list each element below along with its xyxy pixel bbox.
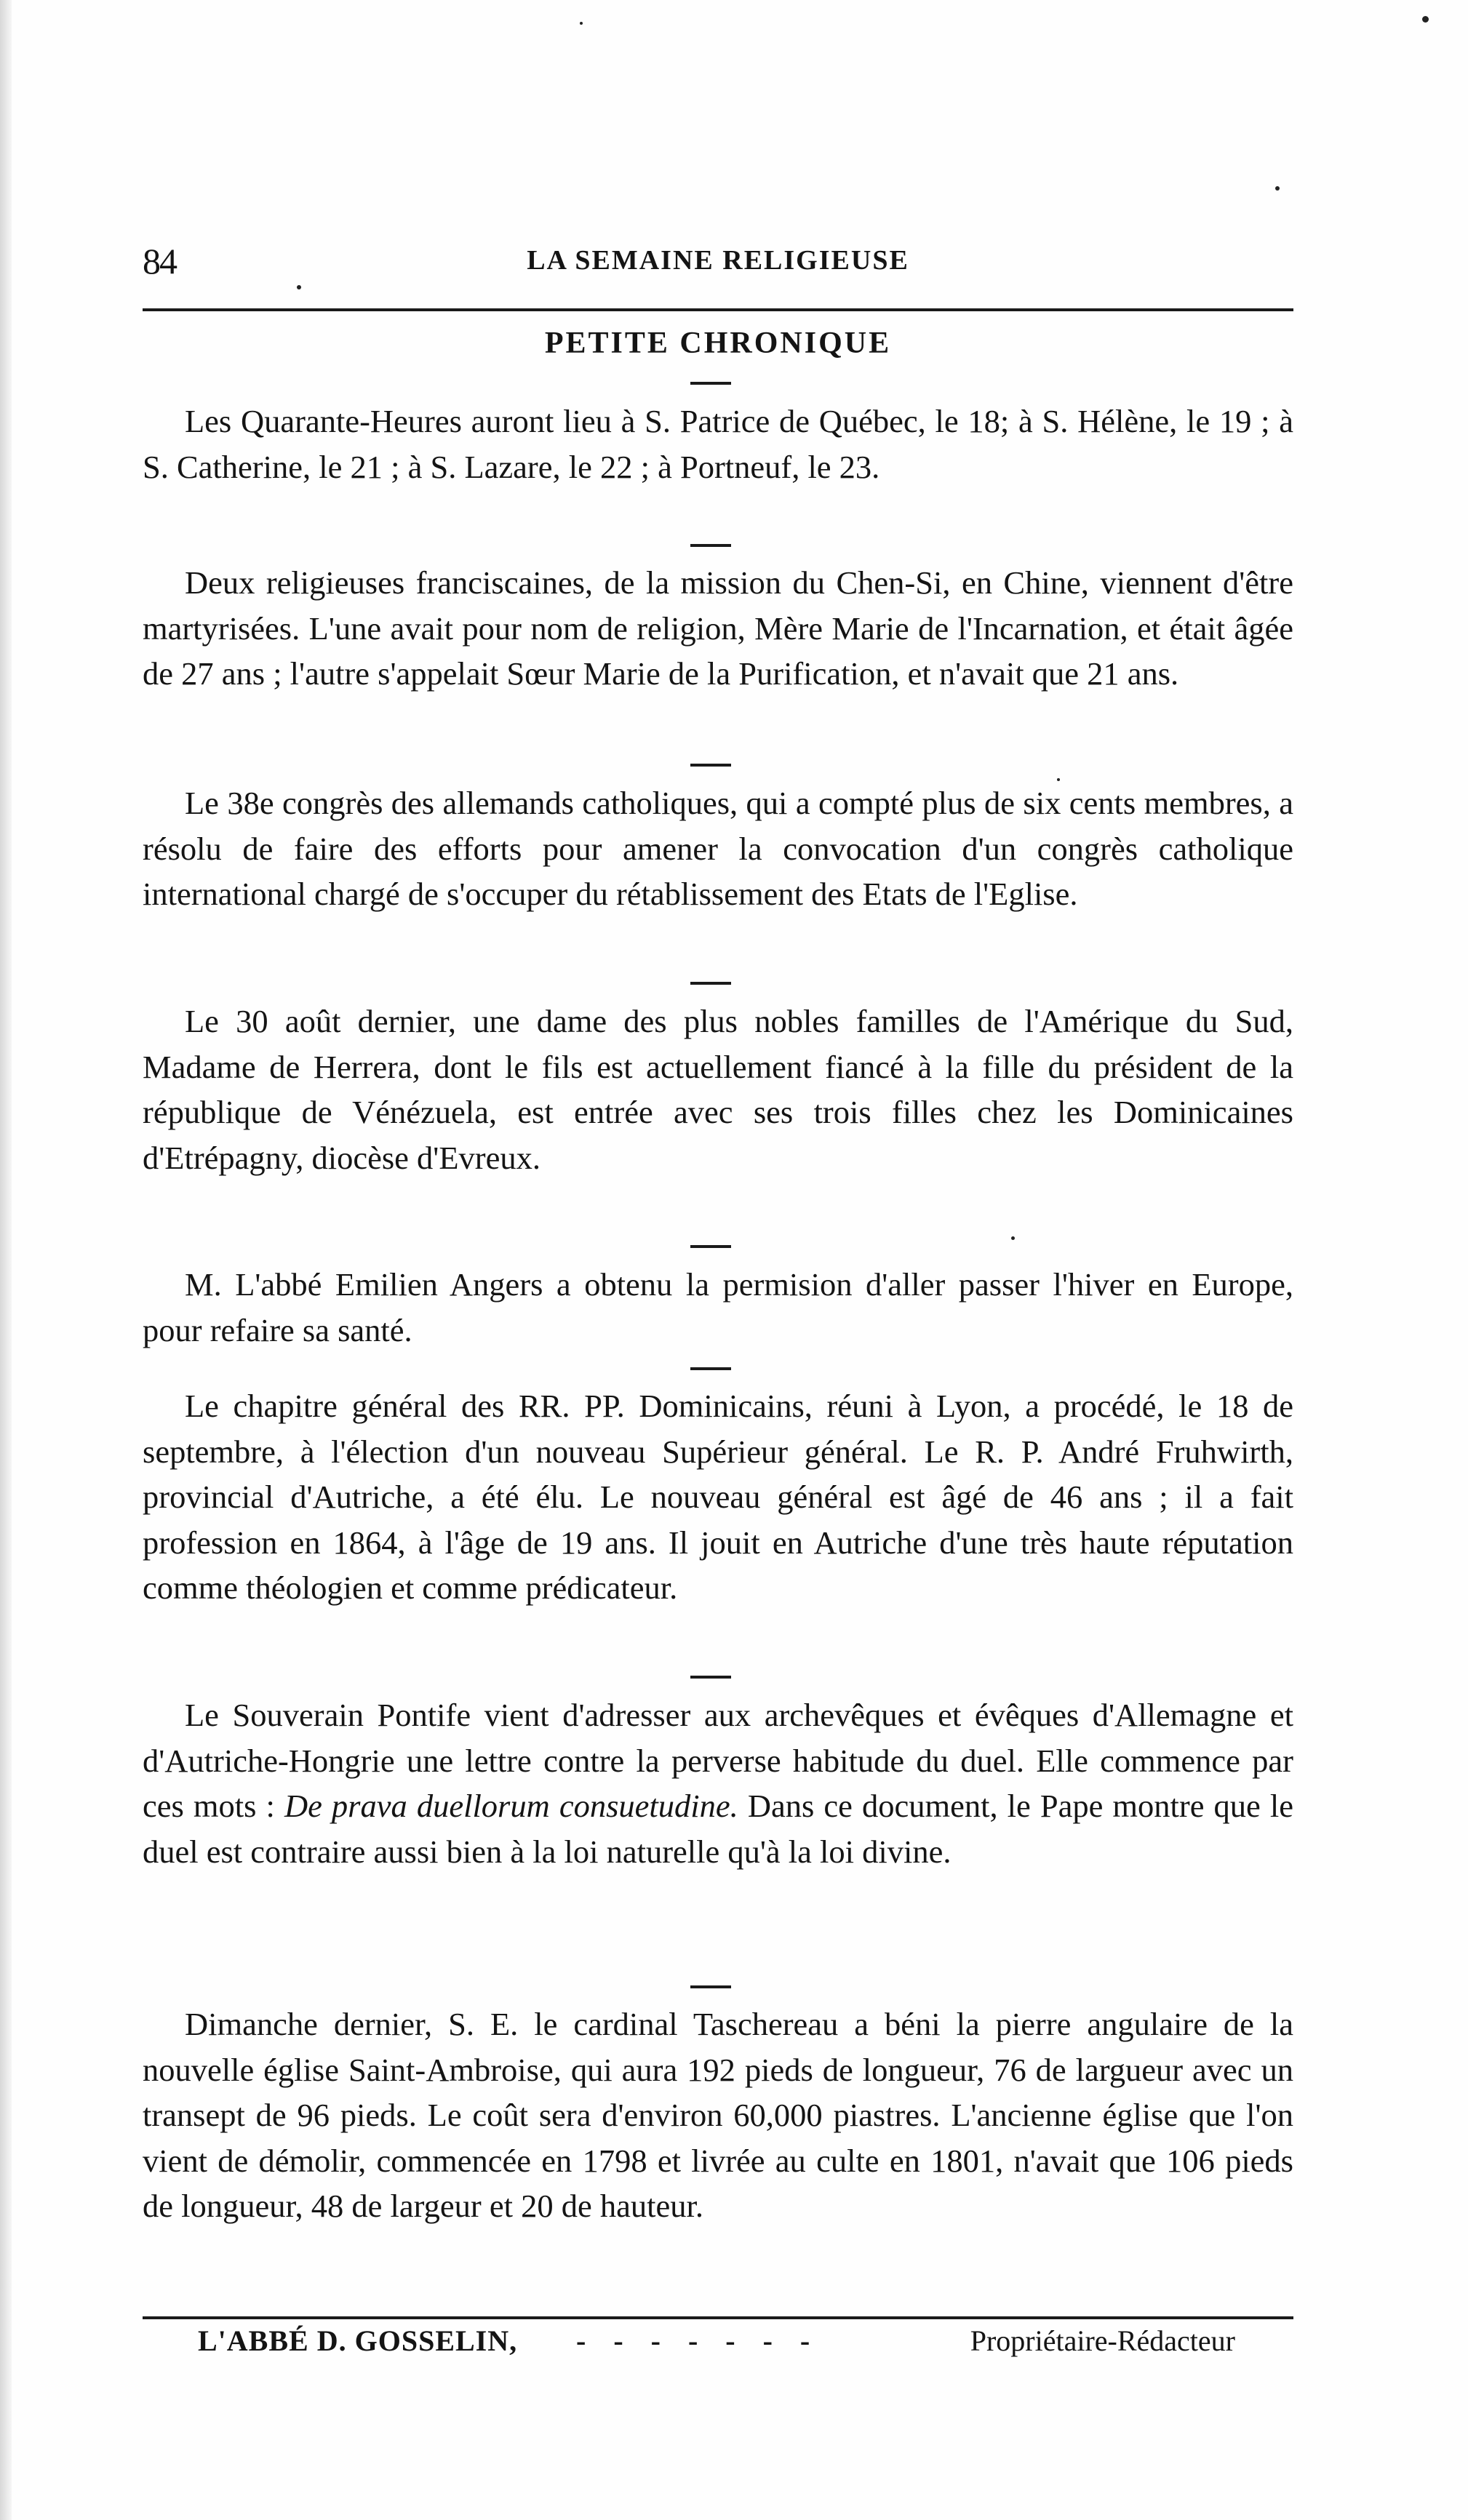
news-item-angers: M. L'abbé Emilien Angers a obtenu la permision d'aller passer l'hiver en Europe, pour refaire sa santé. <box>143 1266 1293 1348</box>
ink-speck <box>1422 16 1429 23</box>
section-title: PETITE CHRONIQUE <box>544 327 892 360</box>
footer-rule <box>143 2316 1293 2319</box>
leader-dots: - - - - - - - <box>576 2324 821 2357</box>
running-title: LA SEMAINE RELIGIEUSE <box>527 245 909 276</box>
ink-speck <box>580 22 583 25</box>
item-separator <box>690 982 731 985</box>
item-text: Dans ce document, le Pape montre que le duel est contraire aussi bien à la loi naturelle qu'à la loi divine. <box>143 1788 1294 1870</box>
item-separator <box>690 764 731 767</box>
header-rule <box>143 308 1293 311</box>
item-separator <box>690 544 731 547</box>
news-item-saint-ambroise: Dimanche dernier, S. E. le cardinal Taschereau a béni la pierre angulaire de la nouvelle église Saint-Ambroise, qui aura 192 pieds de longueur, 76 de largueur avec un transept de 96 pieds. Le coût sera d'environ 60,000 piastres. L'ancienne église que l'on vient de démolir, commencée en 1798 et livrée au culte en 1801, n'avait que 106 pieds de longueur, 48 de largeur et 20 de hauteur. <box>143 2006 1293 2224</box>
item-separator <box>690 1367 731 1370</box>
page-header <box>143 240 1293 287</box>
page-edge-shadow <box>0 0 12 2520</box>
item-text: Le Souverain Pontife vient d'adresser aux archevêques et évêques d'Allemagne et d'Autriche-Hongrie une lettre contre la perverse habitude du duel. Elle commence par ces mots : <box>143 1697 1293 1824</box>
news-item-souverain-pontife <box>143 1692 1293 1874</box>
ink-speck <box>1275 186 1280 191</box>
news-item-herrera: Le 30 août dernier, une dame des plus nobles familles de l'Amérique du Sud, Madame de Herrera, dont le fils est actuellement fiancé à la fille du président de la république de Vénézuela, est entrée avec ses trois filles chez les Dominicaines d'Etrépagny, diocèse d'Evreux. <box>143 1003 1293 1176</box>
publisher-name: L'ABBÉ D. GOSSELIN, <box>198 2324 518 2357</box>
item-separator <box>690 1985 731 1988</box>
item-separator <box>690 1245 731 1248</box>
ink-speck <box>1011 1236 1015 1240</box>
title-separator <box>690 382 731 385</box>
latin-title: De prava duellorum consuetudine. <box>284 1788 738 1824</box>
news-item-congres: Le 38e congrès des allemands catholiques, qui a compté plus de six cents membres, a résolu de faire des efforts pour amener la convocation d'un congrès catholique international chargé de s'occuper du rétablissement des Etats de l'Eglise. <box>143 785 1293 912</box>
news-item-religieuses: Deux religieuses franciscaines, de la mission du Chen-Si, en Chine, viennent d'être martyrisées. L'une avait pour nom de religion, Mère Marie de l'Incarnation, et était âgée de 27 ans ; l'autre s'appelait Sœur Marie de la Purification, et n'avait que 21 ans. <box>143 564 1293 692</box>
item-separator <box>690 1676 731 1679</box>
page-number: 84 <box>143 241 176 281</box>
publisher-role: Propriétaire-Rédacteur <box>970 2324 1235 2357</box>
footer-imprint <box>198 2324 1235 2367</box>
news-item-dominicains: Le chapitre général des RR. PP. Dominicains, réuni à Lyon, a procédé, le 18 de septembre, à l'élection d'un nouveau Supérieur général. Le R. P. André Fruhwirth, provincial d'Autriche, a été élu. Le nouveau général est âgé de 46 ans ; il a fait profession en 1864, à l'âge de 19 ans. Il jouit en Autriche d'une très haute réputation comme théologien et comme prédicateur. <box>143 1388 1293 1606</box>
news-item-quarante-heures: Les Quarante-Heures auront lieu à S. Patrice de Québec, le 18; à S. Hélène, le 19 ; à S. Catherine, le 21 ; à S. Lazare, le 22 ; à Portneuf, le 23. <box>143 403 1293 485</box>
